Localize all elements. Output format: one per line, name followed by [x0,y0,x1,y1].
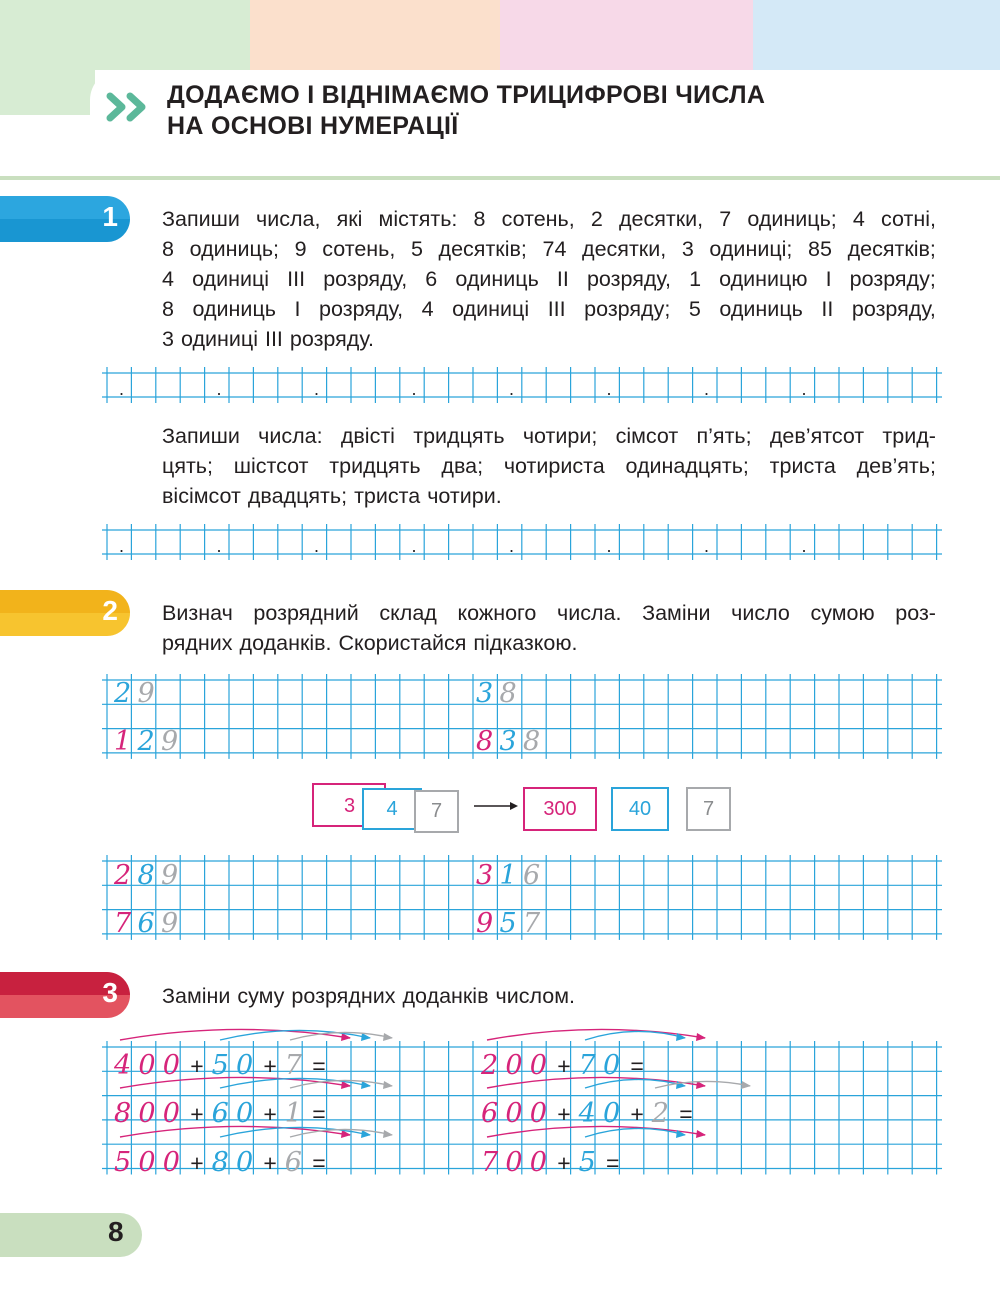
word: 74 [542,237,567,261]
plus-sign: + [263,1053,277,1079]
word: кожного [457,601,537,625]
handwritten-digit: 6 [211,1098,229,1129]
word: сотень, [501,207,575,231]
word: сотень, [322,237,396,261]
word: числом. [495,984,575,1008]
word: тридцять [329,454,421,478]
word: розряду, [323,267,408,291]
arrowhead-icon [696,1130,706,1138]
handwritten-digit: 0 [236,1098,254,1129]
handwritten-digit: 0 [162,1098,180,1129]
equals-sign: = [679,1101,693,1127]
hint-result-tens [611,787,669,831]
plus-sign: + [263,1150,277,1176]
handwritten-digit: 0 [162,1050,180,1081]
handwritten-digit: 2 [481,1050,499,1081]
word: одиниць [455,267,539,291]
word: роз- [895,601,936,625]
word: Визнач [162,601,233,625]
word: Запиши [162,207,240,231]
arrowhead-icon [741,1081,751,1089]
handwritten-digit: 0 [162,1147,180,1178]
word: Заміни [642,601,711,625]
handwritten-digit: 4 [578,1098,596,1129]
dot-separator: . [314,379,320,399]
word: одиниці [180,327,258,351]
hint-result-tens-value: 40 [628,797,652,820]
handwritten-digit: 0 [603,1050,621,1081]
word: 8 [162,237,174,261]
word: дев’ятсот [769,424,865,448]
handwritten-digit: 2 [137,726,155,757]
plus-sign: + [557,1101,571,1127]
word: чотири. [427,484,502,508]
word: чотириста [503,454,605,478]
handwritten-digit: 9 [161,726,179,757]
word: одинадцять; [625,454,749,478]
word: розряду, [319,297,404,321]
dot-separator: . [704,536,710,556]
handwritten-digit: 8 [137,860,155,891]
word: сотні, [881,207,936,231]
handwritten-digit: 5 [499,908,517,939]
word: одиниць [719,297,803,321]
word: одиниці [452,297,530,321]
plus-sign: + [630,1101,644,1127]
handwritten-digit: 2 [651,1098,669,1129]
word: вісімсот [162,484,241,508]
word: одиниці; [709,237,793,261]
handwritten-digit: 0 [505,1147,523,1178]
handwritten-digit: 6 [137,908,155,939]
task-2-number: 2 [102,595,118,626]
handwritten-digit: 7 [523,908,541,939]
word: II [821,297,834,321]
handwritten-digit: 0 [529,1147,547,1178]
handwritten-digit: 7 [578,1050,596,1081]
word: двісті [340,424,395,448]
word: 3 [681,237,694,261]
dot-separator: . [704,379,710,399]
plus-sign: + [263,1101,277,1127]
word: 2 [590,207,603,231]
word: 9 [294,237,307,261]
word: 6 [425,267,438,291]
handwritten-digit: 3 [476,678,494,709]
word: десятки, [618,207,704,231]
task-3-number: 3 [102,977,118,1008]
handwritten-digit: 8 [476,726,494,757]
word: III [287,267,306,291]
handwritten-digit: 7 [114,908,132,939]
equals-sign: = [312,1053,326,1079]
word: число [731,601,790,625]
dot-separator: . [216,536,222,556]
equals-sign: = [606,1150,620,1176]
task-1-number: 1 [102,201,118,232]
page-number: 8 [108,1216,124,1247]
plus-sign: + [190,1101,204,1127]
page-title-line-1: ДОДАЄМО І ВІДНІМАЄМО ТРИЦИФРОВІ ЧИСЛА [167,81,766,109]
word: два; [441,454,484,478]
dot-separator: . [119,536,125,556]
word: доданків. [239,631,332,655]
word: містять: [378,207,458,231]
dot-separator: . [314,536,320,556]
handwritten-digit: 0 [529,1098,547,1129]
handwritten-digit: 3 [476,860,494,891]
dot-separator: . [606,536,612,556]
word: десятки, [582,237,667,261]
plus-sign: + [557,1150,571,1176]
handwritten-digit: 7 [284,1050,302,1081]
word: цять; [162,454,213,478]
word: одиниць; [747,207,837,231]
handwritten-digit: 8 [114,1098,132,1129]
dot-separator: . [411,536,417,556]
word: чотири; [522,424,598,448]
handwritten-digit: 9 [161,860,179,891]
handwritten-digit: 8 [211,1147,229,1178]
word: розряду; [584,297,671,321]
handwritten-digit: 0 [138,1147,156,1178]
handwritten-digit: 0 [505,1098,523,1129]
handwritten-digit: 8 [499,678,517,709]
word: розряду; [849,267,936,291]
handwritten-digit: 0 [138,1050,156,1081]
handwritten-digit: 9 [476,908,494,939]
handwritten-digit: 1 [499,860,517,891]
hint-result-units-value: 7 [702,797,715,820]
word: Запиши [162,424,240,448]
word: 5 [410,237,423,261]
hint-units-card [414,790,459,833]
handwritten-digit: 3 [499,726,517,757]
word: трид- [882,424,936,448]
word: числа, [256,207,321,231]
word: тридцять [413,424,505,448]
word: сумою [810,601,875,625]
word: триста [769,454,836,478]
dot-separator: . [119,379,125,399]
word: склад [379,601,437,625]
word: суму [237,984,285,1008]
handwritten-digit: 7 [481,1147,499,1178]
word: 3 [162,327,174,351]
word: 8 [473,207,486,231]
dot-separator: . [801,536,807,556]
word: 4 [162,267,174,291]
handwritten-digit: 9 [137,678,155,709]
word: десятків; [438,237,527,261]
arrowhead-icon [696,1033,706,1041]
word: доданків [402,984,489,1008]
arrow-right-icon [474,801,518,811]
dot-separator: . [216,379,222,399]
word: одиниць [192,297,276,321]
arrowhead-icon [383,1033,393,1041]
word: розрядних [291,984,396,1008]
plus-sign: + [190,1150,204,1176]
word: I [825,267,832,291]
word: розряду, [851,297,936,321]
word: Заміни [162,984,231,1008]
handwritten-digit: 4 [114,1050,132,1081]
word: десятків; [847,237,936,261]
hint-result-hundreds [523,787,597,831]
dot-separator: . [509,379,515,399]
word: 4 [421,297,434,321]
word: 1 [689,267,702,291]
handwritten-digit: 9 [161,908,179,939]
word: III [547,297,566,321]
word: 8 [162,297,174,321]
handwritten-digit: 0 [603,1098,621,1129]
word: III [264,327,283,351]
equals-sign: = [630,1053,644,1079]
hint-result-units [686,787,731,831]
handwritten-digit: 6 [481,1098,499,1129]
handwritten-digit: 0 [236,1147,254,1178]
handwritten-digit: 2 [114,860,132,891]
handwritten-digit: 0 [505,1050,523,1081]
word: п’ять; [696,424,752,448]
word: одиниць; [189,237,280,261]
dot-separator: . [509,536,515,556]
word: сімсот [615,424,679,448]
handwritten-digit: 5 [578,1147,596,1178]
word: шістсот [233,454,309,478]
arrowhead-icon [383,1130,393,1138]
word: одиниці [192,267,270,291]
plus-sign: + [190,1053,204,1079]
handwritten-digit: 6 [523,860,541,891]
word: числа. [557,601,622,625]
page-title-line-2: НА ОСНОВІ НУМЕРАЦІЇ [167,112,459,140]
word: розряду. [289,327,374,351]
word: розрядний [253,601,359,625]
handwritten-digit: 2 [114,678,132,709]
dot-separator: . [801,379,807,399]
plus-sign: + [557,1053,571,1079]
handwritten-digit: 1 [114,726,132,757]
arrowhead-icon [383,1081,393,1089]
word: 5 [688,297,701,321]
hint-tens-digit: 4 [386,797,398,820]
handwritten-digit: 8 [523,726,541,757]
hint-result-hundreds-value: 300 [543,797,577,820]
word: двадцять; [247,484,348,508]
equals-sign: = [312,1150,326,1176]
handwritten-digit: 5 [114,1147,132,1178]
word: I [294,297,301,321]
handwritten-digit: 1 [284,1098,302,1129]
hint-units-digit: 7 [430,800,443,822]
word: числа: [258,424,323,448]
handwritten-digit: 5 [211,1050,229,1081]
word: розряду, [586,267,671,291]
word: Скористайся [338,631,467,655]
dot-separator: . [606,379,612,399]
word: II [556,267,569,291]
handwritten-digit: 0 [138,1098,156,1129]
word: 7 [719,207,732,231]
word: підказкою. [473,631,578,655]
handwritten-digit: 6 [284,1147,302,1178]
handwritten-digit: 0 [236,1050,254,1081]
word: рядних [162,631,233,655]
hint-tens-card [362,788,422,830]
equals-sign: = [312,1101,326,1127]
word: одиницю [719,267,808,291]
dot-separator: . [411,379,417,399]
word: які [336,207,363,231]
hint-hundreds-digit: 3 [344,795,356,817]
word: дев’ять; [856,454,936,478]
word: 4 [852,207,865,231]
word: 85 [808,237,832,261]
word: триста [354,484,421,508]
handwritten-digit: 0 [529,1050,547,1081]
